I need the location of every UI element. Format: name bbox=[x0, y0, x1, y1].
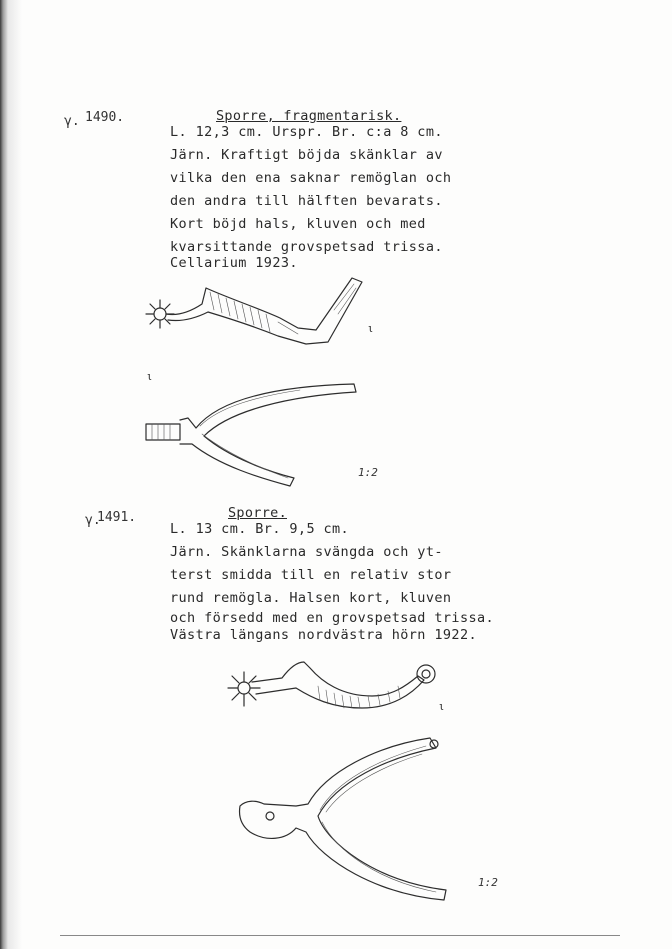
entry-1490-line: Cellarium 1923. bbox=[170, 255, 298, 271]
spur-1490-side-drawing bbox=[138, 270, 378, 350]
entry-1490-line: den andra till hälften bevarats. bbox=[170, 193, 443, 209]
spur-1491-top-drawing bbox=[226, 732, 456, 904]
drawing-mark: ι bbox=[367, 322, 374, 335]
entry-1490-line: Järn. Kraftigt böjda skänklar av bbox=[170, 147, 443, 163]
page-binding-edge bbox=[0, 0, 22, 949]
entry-1490-line: L. 12,3 cm. Urspr. Br. c:a 8 cm. bbox=[170, 124, 443, 140]
entry-1490-scale: 1:2 bbox=[358, 466, 378, 479]
entry-1491-title: Sporre. bbox=[228, 505, 287, 521]
entry-1491-prefix-mark: γ. bbox=[85, 513, 101, 528]
spur-1490-top-drawing bbox=[140, 378, 370, 486]
bottom-rule bbox=[60, 935, 620, 936]
entry-1490-line: kvarsittande grovspetsad trissa. bbox=[170, 239, 443, 255]
entry-1491-line: terst smidda till en relativ stor bbox=[170, 567, 452, 583]
rowel-star-icon bbox=[228, 672, 260, 706]
entry-1490-number: 1490. bbox=[85, 110, 125, 125]
entry-1490-line: vilka den ena saknar remöglan och bbox=[170, 170, 452, 186]
entry-1491-line: rund remögla. Halsen kort, kluven bbox=[170, 590, 452, 606]
drawing-mark: ι bbox=[146, 370, 153, 383]
entry-1491-number: 1491. bbox=[97, 510, 137, 525]
entry-1491-line: L. 13 cm. Br. 9,5 cm. bbox=[170, 521, 350, 537]
entry-1490-prefix-mark: γ. bbox=[64, 114, 80, 129]
drawing-mark: ι bbox=[438, 700, 445, 713]
entry-1490-line: Kort böjd hals, kluven och med bbox=[170, 216, 426, 232]
entry-1490-title: Sporre, fragmentarisk. bbox=[216, 108, 402, 124]
entry-1491-line: Järn. Skänklarna svängda och yt- bbox=[170, 544, 443, 560]
spur-1491-side-drawing bbox=[222, 652, 442, 722]
entry-1491-line: Västra längans nordvästra hörn 1922. bbox=[170, 627, 477, 643]
entry-1491-line: och försedd med en grovspetsad trissa. bbox=[170, 610, 495, 626]
entry-1491-scale: 1:2 bbox=[478, 876, 498, 889]
